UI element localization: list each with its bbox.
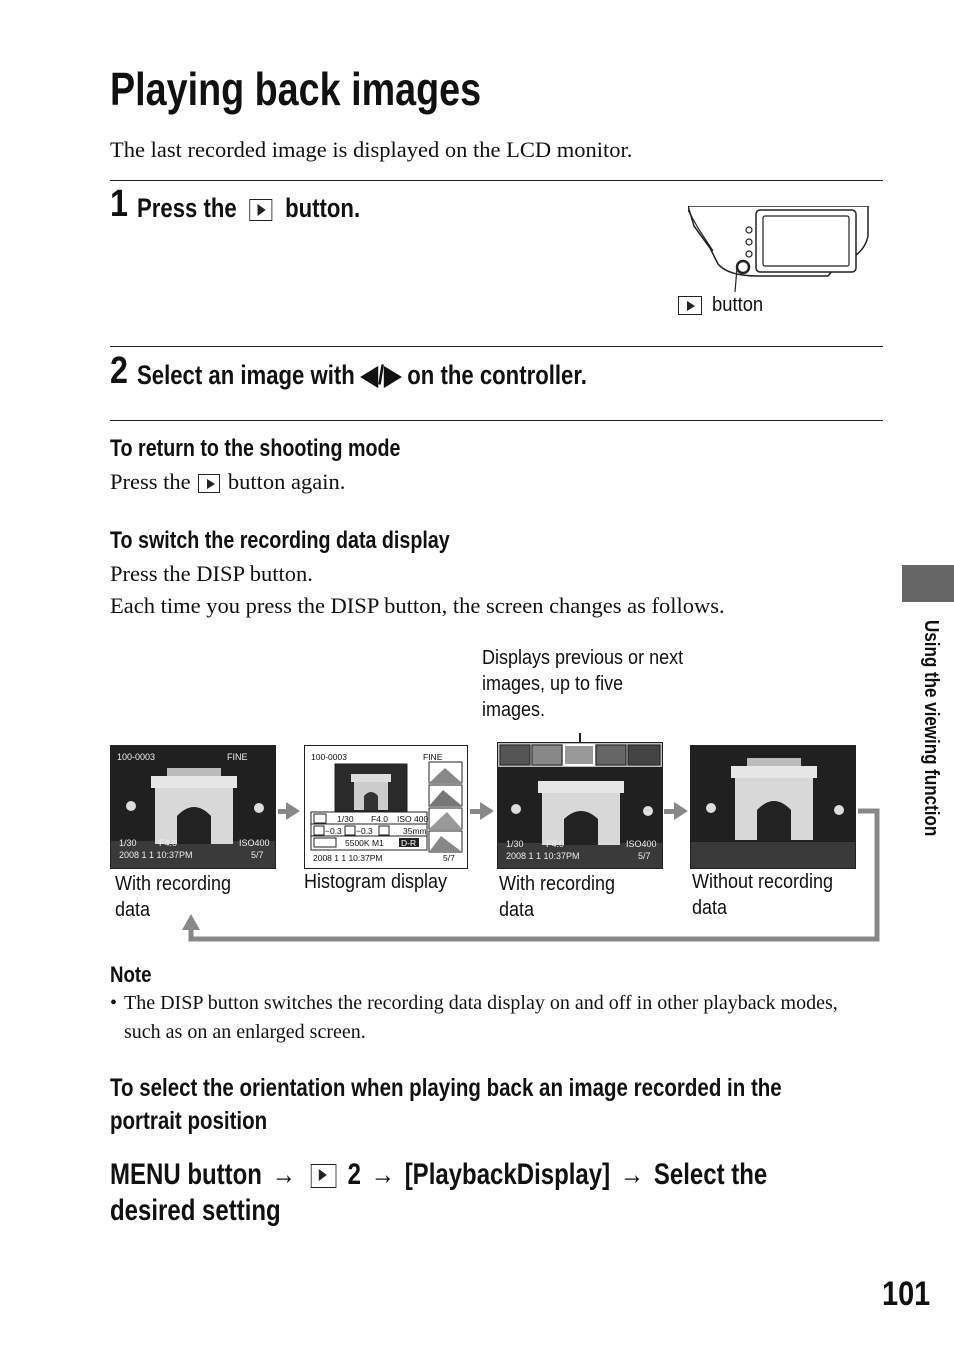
screen3-date: 2008 1 1 10:37PM (506, 851, 580, 861)
switch-line-1: Press the DISP button. (110, 561, 313, 586)
screen3-iso: ISO400 (626, 839, 657, 849)
screen2-iso: ISO 400 (397, 814, 429, 824)
screen1-quality: FINE (227, 752, 248, 762)
note-bullet: • (110, 992, 118, 1014)
camera-button-caption (678, 292, 768, 318)
return-text-after: button again. (227, 469, 346, 494)
switch-heading: To switch the recording data display (110, 527, 450, 554)
screen2-ev1: −0.3 (325, 826, 342, 836)
camera-button-label: button (712, 294, 764, 316)
screen2-aperture: F4.0 (371, 814, 389, 824)
step1-number: 1 (110, 183, 128, 225)
playback-icon (249, 199, 272, 221)
thumbnail-callout: Displays previous or next images, up to five images. (482, 647, 684, 721)
screen2-folder: 100-0003 (311, 752, 347, 762)
playback-icon (311, 1164, 337, 1188)
return-heading: To return to the shooting mode (110, 435, 401, 462)
menu-tab-number: 2 (347, 1158, 361, 1191)
divider-1 (110, 180, 883, 181)
screen2-ev2: −0.3 (356, 826, 373, 836)
step1-instruction (137, 192, 360, 224)
screen3-aperture: F4.0 (546, 839, 565, 849)
intro-text: The last recorded image is displayed on the LCD monitor. (110, 137, 633, 162)
screen2-wb: 5500K M1 (345, 838, 384, 848)
screen3-label: With recording data (499, 873, 616, 921)
screen2-shutter: 1/30 (337, 814, 354, 824)
screen1-count: 5/7 (251, 850, 264, 860)
return-text-before: Press the (110, 469, 191, 494)
return-text (110, 468, 345, 496)
note-text: The DISP button switches the recording data display on and off in other playback modes, such as on an enlarged screen. (124, 992, 838, 1043)
divider-2 (110, 346, 883, 347)
camera-illustration (688, 206, 870, 294)
page-number: 101 (882, 1275, 931, 1313)
menu-path (110, 1157, 798, 1229)
step1-text-before: Press the (137, 193, 237, 223)
screen2-count: 5/7 (443, 853, 455, 863)
screen2-label: Histogram display (304, 871, 448, 893)
screen1-date: 2008 1 1 10:37PM (119, 850, 193, 860)
side-tab-label: Using the viewing function (920, 620, 942, 837)
menu-button-label: MENU button (110, 1158, 262, 1191)
playback-icon (198, 474, 220, 493)
screen2-focal: 35mm (403, 826, 427, 836)
page-title: Playing back images (110, 63, 482, 115)
menu-item-playback-display: [PlaybackDisplay] (404, 1158, 611, 1191)
screen1-shutter: 1/30 (119, 838, 137, 848)
screen1-label: With recording data (115, 873, 232, 921)
step1-text-after: button. (285, 193, 361, 223)
menu-select-setting: Select the desired setting (110, 1158, 768, 1227)
arrow-icon: → (271, 1158, 296, 1191)
orientation-heading: To select the orientation when playing back an image recorded in the portrait position (110, 1074, 782, 1135)
screen3-shutter: 1/30 (506, 839, 524, 849)
arrow-icon: → (620, 1158, 644, 1191)
switch-line-2: Each time you press the DISP button, the screen changes as follows. (110, 593, 725, 618)
screen2-quality: FINE (423, 752, 443, 762)
screen1-folder: 100-0003 (117, 752, 156, 762)
loop-arrow (0, 700, 954, 960)
screen1-aperture: F4.0 (159, 838, 178, 848)
step2-number: 2 (110, 350, 128, 392)
screen2-dr: D-R (401, 838, 417, 848)
step2-instruction: Select an image with ◀/▶ on the controller. (137, 360, 587, 390)
note-heading: Note (110, 962, 152, 987)
screen1-iso: ISO400 (239, 838, 270, 848)
screen4-label: Without recording data (692, 871, 834, 919)
divider-3 (110, 420, 883, 421)
screen2-date: 2008 1 1 10:37PM (313, 853, 383, 863)
arrow-icon: → (370, 1158, 395, 1191)
screen3-count: 5/7 (638, 851, 651, 861)
playback-icon (678, 296, 702, 315)
side-tab-marker (902, 565, 954, 602)
